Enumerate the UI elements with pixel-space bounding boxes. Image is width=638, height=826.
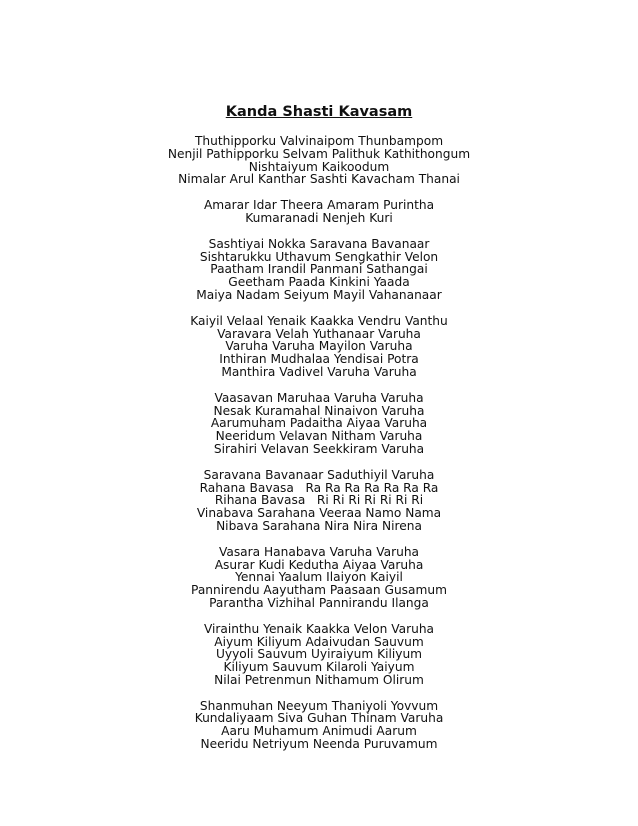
- verse-line: Sishtarukku Uthavum Sengkathir Velon: [199, 249, 439, 264]
- verse-line: Kaiyil Velaal Yenaik Kaakka Vendru Vanthu: [190, 313, 448, 328]
- verse-line: Neeridum Velavan Nitham Varuha: [215, 429, 423, 444]
- verse-line: Nibava Sarahana Nira Nira Nirena: [216, 518, 422, 533]
- stanza: [0, 623, 638, 687]
- verse-line: Pannirendu Aayutham Paasaan Gusamum: [191, 583, 447, 598]
- verse-line: Vasara Hanabava Varuha Varuha: [218, 544, 420, 559]
- verse-line: Kundaliyaam Siva Guhan Thinam Varuha: [194, 711, 444, 726]
- verse-line: Parantha Vizhihal Pannirandu Ilanga: [209, 595, 429, 610]
- verse-line: Kumaranadi Nenjeh Kuri: [245, 210, 393, 225]
- verse-line: Varuha Varuha Mayilon Varuha: [225, 339, 413, 354]
- stanza: [0, 135, 638, 186]
- verse-line: Nishtaiyum Kaikoodum: [248, 159, 390, 174]
- verse-line: Maiya Nadam Seiyum Mayil Vahananaar: [196, 287, 442, 302]
- verse-line: Nesak Kuramahal Ninaivon Varuha: [213, 403, 425, 418]
- stanza: [0, 392, 638, 456]
- verse-line: Thuthipporku Valvinaipom Thunbampom: [194, 134, 444, 148]
- verse-line: Amarar Idar Theera Amaram Purintha: [203, 198, 435, 213]
- verse-line: Aarumuham Padaitha Aiyaa Varuha: [210, 416, 428, 431]
- stanza: [0, 700, 638, 751]
- verse-line: Uyyoli Sauvum Uyiraiyum Kiliyum: [215, 647, 423, 662]
- verse-line: Virainthu Yenaik Kaakka Velon Varuha: [203, 621, 435, 636]
- verse-line: Nilai Petrenmun Nithamum Olirum: [214, 672, 424, 687]
- verse-line: Asurar Kudi Kedutha Aiyaa Varuha: [214, 557, 424, 572]
- verse-line: Aiyum Kiliyum Adaivudan Sauvum: [214, 634, 424, 649]
- verse-line: Vaasavan Maruhaa Varuha Varuha: [214, 390, 424, 405]
- verse-line: Shanmuhan Neeyum Thaniyoli Yovvum: [199, 698, 439, 713]
- poem-body: [0, 135, 638, 764]
- verse-line: Saravana Bavanaar Saduthiyil Varuha: [203, 467, 435, 482]
- verse-line: Yennai Yaalum Ilaiyon Kaiyil: [235, 570, 403, 585]
- verse-line: Paatham Irandil Panmani Sathangai: [210, 262, 428, 277]
- verse-line: Kiliyum Sauvum Kilaroli Yaiyum: [223, 660, 415, 675]
- stanza: [0, 469, 638, 533]
- stanza: [0, 199, 638, 225]
- verse-line: Aaru Muhamum Animudi Aarum: [221, 724, 417, 739]
- verse-line: Nenjil Pathipporku Selvam Palithuk Kathithongum: [167, 146, 471, 161]
- verse-line: Sashtiyai Nokka Saravana Bavanaar: [208, 236, 430, 251]
- stanza: [0, 315, 638, 379]
- document-title: Kanda Shasti Kavasam: [225, 104, 413, 120]
- verse-line: Vinabava Sarahana Veeraa Namo Nama: [196, 506, 442, 521]
- verse-line: Inthiran Mudhalaa Yendisai Potra: [219, 352, 419, 367]
- verse-line: Rihana Bavasa Ri Ri Ri Ri Ri Ri Ri: [214, 493, 424, 508]
- verse-line: Neeridu Netriyum Neenda Puruvamum: [200, 737, 438, 752]
- stanza: [0, 546, 638, 610]
- verse-line: Geetham Paada Kinkini Yaada: [228, 275, 410, 290]
- verse-line: Rahana Bavasa Ra Ra Ra Ra Ra Ra Ra: [199, 480, 439, 495]
- verse-line: Manthira Vadivel Varuha Varuha: [221, 364, 417, 379]
- stanza: [0, 238, 638, 302]
- verse-line: Varavara Velah Yuthanaar Varuha: [217, 326, 421, 341]
- verse-line: Nimalar Arul Kanthar Sashti Kavacham Thanai: [178, 172, 460, 187]
- verse-line: Sirahiri Velavan Seekkiram Varuha: [213, 441, 425, 456]
